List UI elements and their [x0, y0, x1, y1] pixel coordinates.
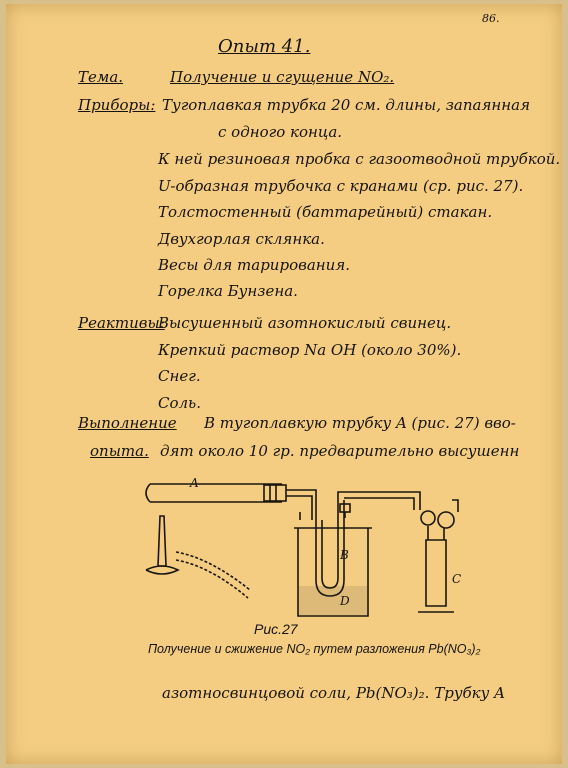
final-line: азотносвинцовой соли, Pb(NO₃)₂. Трубку A: [162, 684, 505, 702]
apparatus-line: с одного конца.: [218, 123, 343, 141]
page-number: 86.: [482, 12, 500, 25]
page-title: Опыт 41.: [218, 36, 311, 57]
gas-hose: [176, 552, 250, 598]
figure-label-b: B: [340, 548, 349, 562]
theme-label: Тема.: [78, 68, 124, 86]
procedure-label: Выполнение: [78, 414, 177, 432]
reagent-line: Соль.: [158, 394, 201, 412]
figure-label-d: D: [340, 594, 350, 608]
reagent-line: Снег.: [158, 367, 201, 385]
procedure-line: В тугоплавкую трубку A (рис. 27) вво-: [204, 414, 516, 432]
flask-c: [426, 540, 446, 606]
apparatus-label: Приборы:: [78, 96, 156, 114]
figure-caption: Получение и сжижение NO₂ путем разложения Pb(NO₃)₂: [148, 642, 481, 656]
procedure-line: дят около 10 гр. предварительно высушенн: [160, 442, 520, 460]
apparatus-line: Горелка Бунзена.: [158, 282, 298, 300]
apparatus-line: Толстостенный (баттарейный) стакан.: [158, 203, 493, 221]
stopper: [264, 485, 286, 501]
reagent-line: Крепкий раствор Na OH (около 30%).: [158, 341, 462, 359]
apparatus-line: Тугоплавкая трубка 20 см. длины, запаянная: [162, 96, 531, 114]
procedure-label: опыта.: [90, 442, 149, 460]
apparatus-line: К ней резиновая пробка с газоотводной трубкой.: [158, 150, 561, 168]
apparatus-line: Двухгорлая склянка.: [158, 230, 325, 248]
figure-label-c: C: [452, 572, 462, 586]
theme-text: Получение и сгущение NO₂.: [170, 68, 395, 86]
figure-number: Рис.27: [254, 621, 298, 637]
apparatus-line: Весы для тарирования.: [158, 256, 351, 274]
figure-label-a: A: [190, 476, 199, 490]
burner: [158, 516, 166, 566]
reagent-line: Высушенный азотнокислый свинец.: [158, 314, 452, 332]
tube-a: [146, 484, 282, 502]
reagents-label: Реактивы:: [78, 314, 165, 332]
apparatus-line: U-образная трубочка с кранами (ср. рис. 27).: [158, 177, 524, 195]
